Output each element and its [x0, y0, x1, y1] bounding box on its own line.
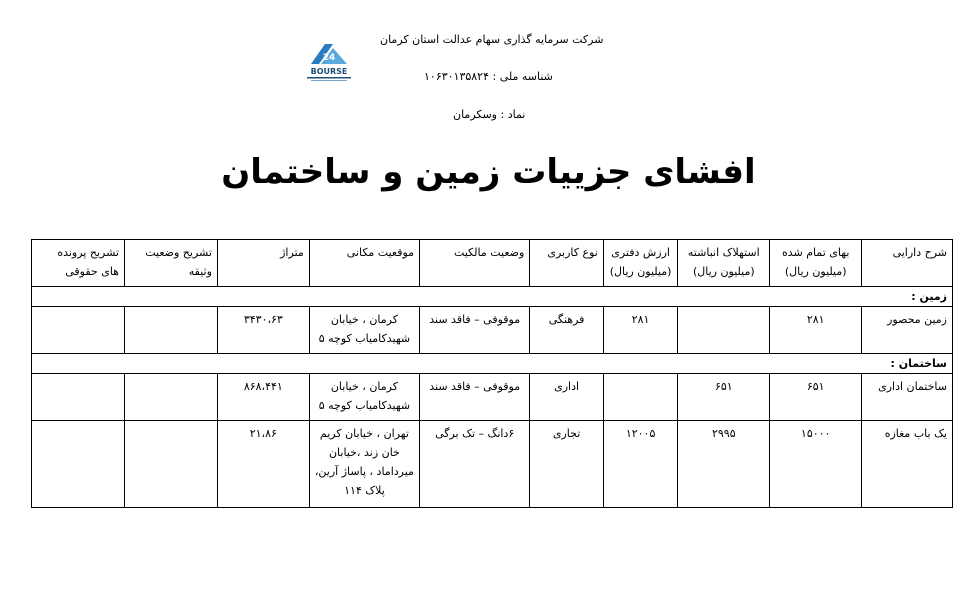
cell-cost: ۶۵۱ [770, 374, 862, 421]
cell-area: ۳۴۳۰،۶۳ [217, 307, 309, 354]
cell-usage: تجاری [530, 421, 604, 508]
cell-collateral [124, 307, 217, 354]
national-id: شناسه ملی : ۱۰۶۳۰۱۳۵۸۲۴ [424, 70, 553, 83]
section-row [32, 354, 953, 374]
cell-book-value [603, 374, 678, 421]
col-legal: تشریح پرونده های حقوقی [32, 240, 125, 287]
ticker-symbol: نماد : وسکرمان [453, 108, 526, 121]
col-collateral: تشریح وضعیت وثیقه [124, 240, 217, 287]
cell-book-value: ۲۸۱ [603, 307, 678, 354]
page-title: افشای جزییات زمین و ساختمان [221, 152, 756, 192]
cell-book-value: ۱۲۰۰۵ [603, 421, 678, 508]
cell-usage: فرهنگی [530, 307, 604, 354]
cell-location: کرمان ، خیابان شهیدکامیاب کوچه ۵ [309, 374, 419, 421]
company-name: شرکت سرمایه گذاری سهام عدالت استان کرمان [380, 33, 604, 46]
cell-legal [32, 307, 125, 354]
svg-text:24: 24 [322, 53, 336, 63]
table-row [32, 307, 953, 354]
cell-cost: ۲۸۱ [770, 307, 862, 354]
col-usage: نوع کاربری [530, 240, 604, 287]
col-asset: شرح دارایی [862, 240, 953, 287]
col-area: متراژ [217, 240, 309, 287]
col-depreciation: استهلاک انباشته (میلیون ریال) [678, 240, 770, 287]
col-ownership: وضعیت مالکیت [420, 240, 530, 287]
col-book-value: ارزش دفتری (میلیون ریال) [603, 240, 678, 287]
land-building-table [31, 239, 953, 508]
svg-text:BOURSE: BOURSE [310, 67, 348, 76]
section-label-land: زمین : [32, 287, 953, 307]
header-row [32, 240, 953, 287]
table-row [32, 421, 953, 508]
col-location: موقعیت مکانی [309, 240, 419, 287]
cell-depreciation: ۶۵۱ [678, 374, 770, 421]
cell-ownership: موقوفی – فاقد سند [420, 307, 530, 354]
cell-collateral [124, 421, 217, 508]
cell-location: کرمان ، خیابان شهیدکامیاب کوچه ۵ [309, 307, 419, 354]
cell-depreciation [678, 307, 770, 354]
cell-area: ۲۱،۸۶ [217, 421, 309, 508]
cell-asset: یک باب مغازه [862, 421, 953, 508]
cell-legal [32, 421, 125, 508]
cell-ownership: موقوفی – فاقد سند [420, 374, 530, 421]
cell-ownership: ۶دانگ – تک برگی [420, 421, 530, 508]
cell-asset: زمین محصور [862, 307, 953, 354]
table-row [32, 374, 953, 421]
section-label-building: ساختمان : [32, 354, 953, 374]
cell-depreciation: ۲۹۹۵ [678, 421, 770, 508]
cell-legal [32, 374, 125, 421]
col-cost: بهای تمام شده (میلیون ریال) [770, 240, 862, 287]
cell-collateral [124, 374, 217, 421]
cell-area: ۸۶۸،۴۴۱ [217, 374, 309, 421]
cell-usage: اداری [530, 374, 604, 421]
cell-cost: ۱۵۰۰۰ [770, 421, 862, 508]
cell-asset: ساختمان اداری [862, 374, 953, 421]
cell-location: تهران ، خیابان کریم خان زند ،خیابان میرداماد ، پاساژ آرین، پلاک ۱۱۴ [309, 421, 419, 508]
section-row [32, 287, 953, 307]
bourse-logo-icon [303, 38, 355, 84]
